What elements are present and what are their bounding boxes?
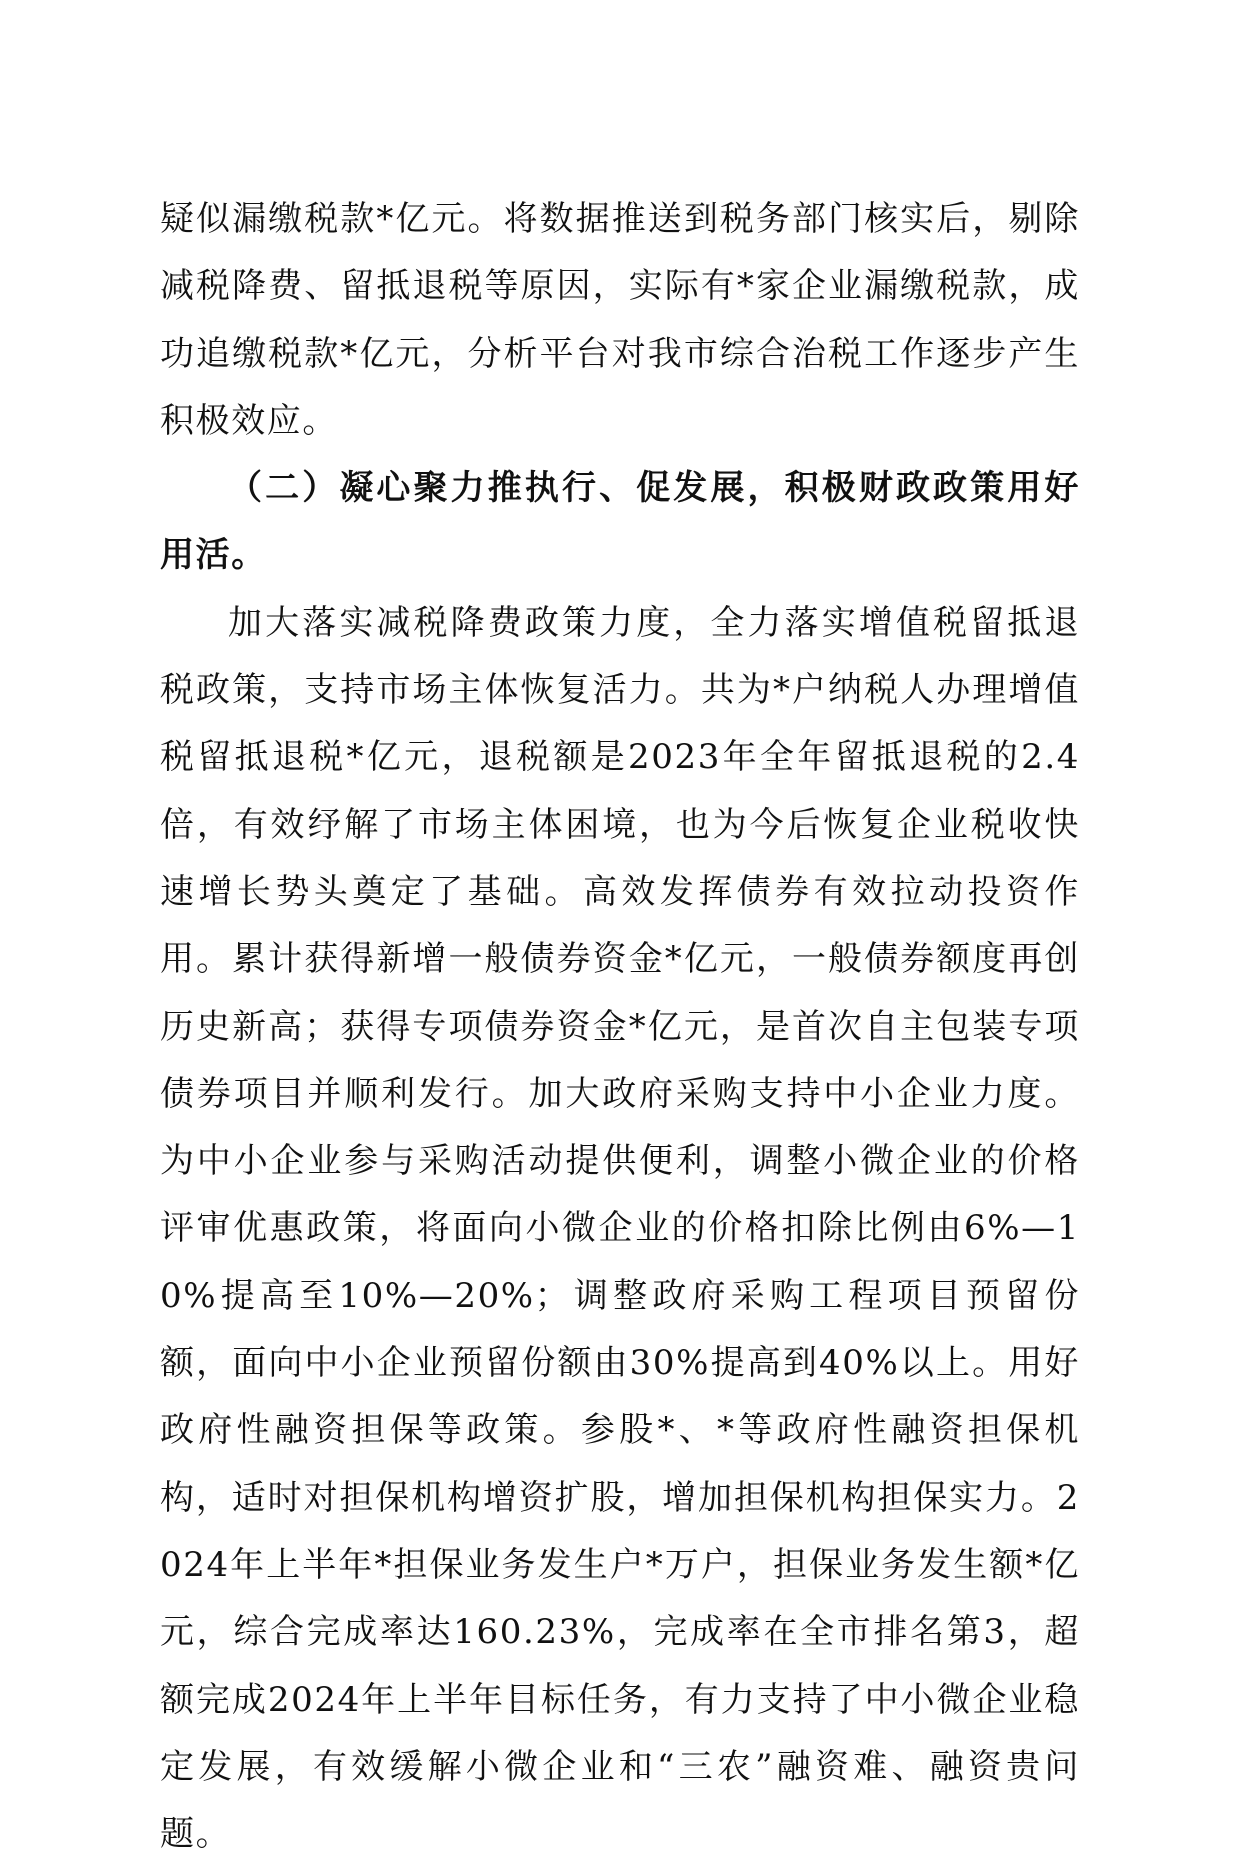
section-heading: （二）凝心聚力推执行、促发展，积极财政政策用好用活。 — [160, 468, 1080, 576]
document-body — [160, 186, 1080, 1868]
paragraph-policy: 加大落实减税降费政策力度，全力落实增值税留抵退税政策，支持市场主体恢复活力。共为*户纳税人办理增值税留抵退税*亿元，退税额是2023年全年留抵退税的2.4倍，有效纾解了市场主体困境，也为今后恢复企业税收快速增长势头奠定了基础。高效发挥债券有效拉动投资作用。累计获得新增一般债券资金*亿元，一般债券额度再创历史新高；获得专项债券资金*亿元，是首次自主包装专项债券项目并顺利发行。加大政府采购支持中小企业力度。为中小企业参与采购活动提供便利，调整小微企业的价格评审优惠政策，将面向小微企业的价格扣除比例由6%—10%提高至10%—20%；调整政府采购工程项目预留份额，面向中小企业预留份额由30%提高到40%以上。用好政府性融资担保等政策。参股*、*等政府性融资担保机构，适时对担保机构增资扩股，增加担保机构担保实力。2024年上半年*担保业务发生户*万户，担保业务发生额*亿元，综合完成率达160.23%，完成率在全市排名第3，超额完成2024年上半年目标任务，有力支持了中小微企业稳定发展，有效缓解小微企业和“三农”融资难、融资贵问题。 — [160, 602, 1080, 1855]
paragraph-continuation: 疑似漏缴税款*亿元。将数据推送到税务部门核实后，剔除减税降费、留抵退税等原因，实际有*家企业漏缴税款，成功追缴税款*亿元，分析平台对我市综合治税工作逐步产生积极效应。 — [160, 199, 1080, 441]
